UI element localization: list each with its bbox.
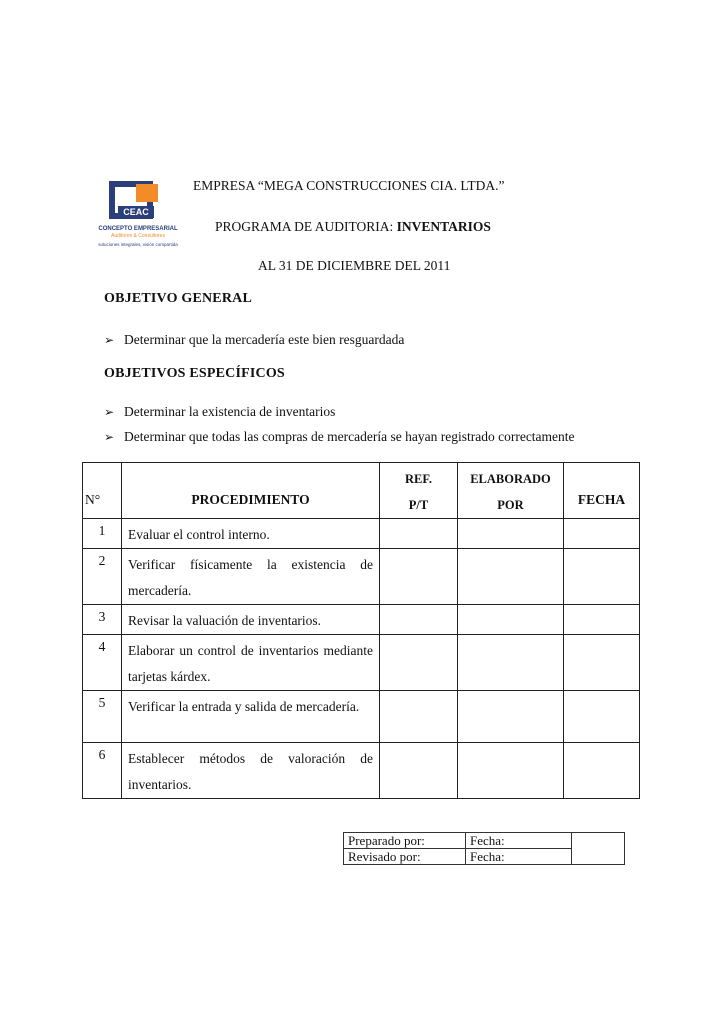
elaborado-cell <box>458 605 564 635</box>
list-item: ➢ Determinar que la mercadería este bien resguardada <box>104 332 405 347</box>
reviewed-date-label: Fecha: <box>466 849 572 865</box>
procedure-text: Establecer métodos de valoración de inventarios. <box>122 743 380 799</box>
elaborado-cell <box>458 691 564 743</box>
table-row: 5 Verificar la entrada y salida de mercadería. <box>83 691 640 743</box>
table-row: 2 Verificar físicamente la existencia de mercadería. <box>83 549 640 605</box>
company-logo <box>92 180 184 254</box>
prepared-by-label: Preparado por: <box>344 833 466 849</box>
table-row: 6 Establecer métodos de valoración de inventarios. <box>83 743 640 799</box>
ref-cell <box>380 519 458 549</box>
procedure-text: Verificar físicamente la existencia de mercadería. <box>122 549 380 605</box>
fecha-cell <box>564 519 640 549</box>
table-row: 1 Evaluar el control interno. <box>83 519 640 549</box>
table-row: 4 Elaborar un control de inventarios mediante tarjetas kárdex. <box>83 635 640 691</box>
procedures-table <box>82 462 640 799</box>
header-ref: REF. P/T <box>380 463 458 519</box>
header-elaborado: ELABORADO POR <box>458 463 564 519</box>
procedure-text: Revisar la valuación de inventarios. <box>122 605 380 635</box>
ref-cell <box>380 605 458 635</box>
objetivos-especificos-title: OBJETIVOS ESPECÍFICOS <box>104 366 285 381</box>
ref-cell <box>380 635 458 691</box>
objetivo-general-title: OBJETIVO GENERAL <box>104 291 253 306</box>
elaborado-cell <box>458 635 564 691</box>
logo-slogan: soluciones integrales, visión compartida <box>98 242 178 247</box>
list-item: ➢ Determinar la existencia de inventarios <box>104 404 336 419</box>
prepared-date-label: Fecha: <box>466 833 572 849</box>
ref-cell <box>380 549 458 605</box>
fecha-cell <box>564 549 640 605</box>
fecha-cell <box>564 743 640 799</box>
ref-cell <box>380 691 458 743</box>
fecha-cell <box>564 691 640 743</box>
program-prefix: PROGRAMA DE AUDITORIA: <box>215 219 397 234</box>
header-procedimiento: PROCEDIMIENTO <box>122 463 380 519</box>
header-num: N° <box>83 463 122 519</box>
table-header-row <box>83 463 640 519</box>
arrow-bullet-icon: ➢ <box>104 430 115 444</box>
arrow-bullet-icon: ➢ <box>104 333 115 347</box>
company-title: EMPRESA “MEGA CONSTRUCCIONES CIA. LTDA.” <box>193 178 505 193</box>
logo-sub: Auditores & Consultores <box>111 233 165 239</box>
ref-cell <box>380 743 458 799</box>
logo-tagline: CONCEPTO EMPRESARIAL <box>98 226 178 232</box>
fecha-cell <box>564 635 640 691</box>
procedure-text: Verificar la entrada y salida de mercadería. <box>122 691 380 743</box>
list-item: ➢ Determinar que todas las compras de mercadería se hayan registrado correctamente <box>104 429 575 444</box>
signature-table <box>343 832 625 865</box>
fecha-cell <box>564 605 640 635</box>
procedure-text: Evaluar el control interno. <box>122 519 380 549</box>
elaborado-cell <box>458 519 564 549</box>
arrow-bullet-icon: ➢ <box>104 405 115 419</box>
program-subject: INVENTARIOS <box>396 219 491 234</box>
table-row: 3 Revisar la valuación de inventarios. <box>83 605 640 635</box>
program-title <box>215 219 491 235</box>
elaborado-cell <box>458 743 564 799</box>
header-fecha: FECHA <box>564 463 640 519</box>
reviewed-by-label: Revisado por: <box>344 849 466 865</box>
elaborado-cell <box>458 549 564 605</box>
signature-blank-cell <box>572 833 625 865</box>
logo-text: CEAC <box>123 207 149 217</box>
procedure-text: Elaborar un control de inventarios mediante tarjetas kárdex. <box>122 635 380 691</box>
date-line: AL 31 DE DICIEMBRE DEL 2011 <box>258 258 451 273</box>
